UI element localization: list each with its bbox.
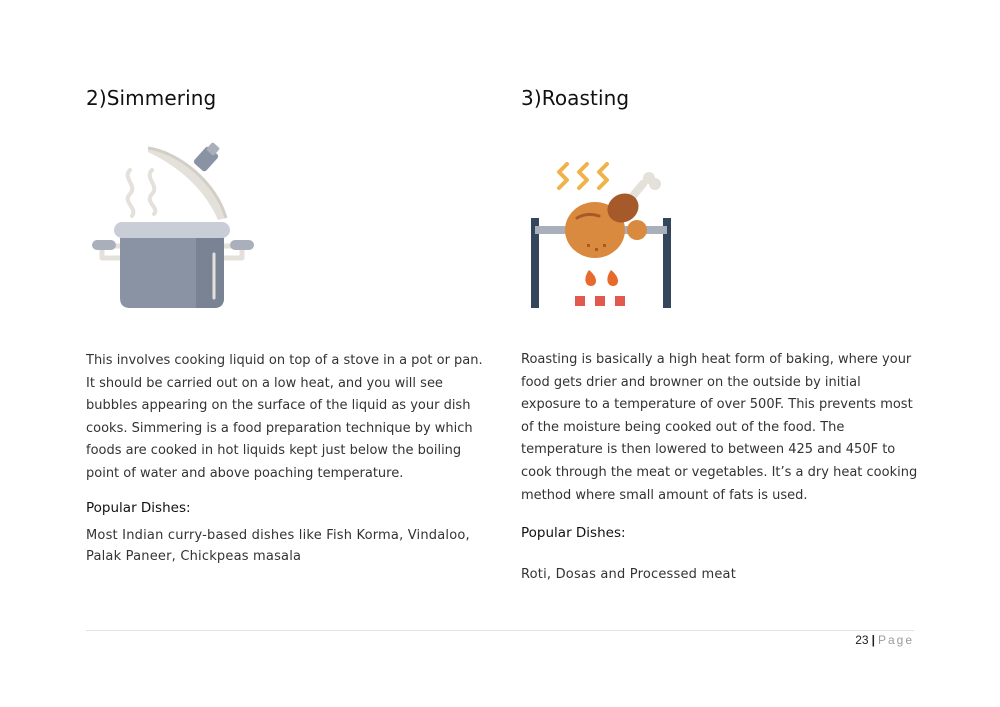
section-heading-roasting: 3)Roasting (521, 86, 630, 110)
simmering-description: This involves cooking liquid on top of a stove in a pot or pan. It should be carried out on a low heat, and you will see bubbles appearing on the surface of the liquid as your dish cooks. Simmering is a food preparation technique by which foods are cooked in hot liquids kept just below the boiling point of water and above poaching temperature. (86, 353, 483, 481)
footer-divider (86, 630, 914, 631)
popular-dishes-label-roasting: Popular Dishes: (521, 525, 626, 541)
page-footer (855, 633, 914, 647)
page-number: 23 (855, 633, 869, 647)
popular-dishes-simmering: Most Indian curry-based dishes like Fish Korma, Vindaloo, Palak Paneer, Chickpeas masala (86, 528, 470, 564)
roasting-spit-icon (525, 156, 679, 310)
section-heading-simmering: 2)Simmering (86, 86, 217, 110)
section-roasting (521, 86, 921, 110)
popular-dishes-label-simmering: Popular Dishes: (86, 500, 191, 516)
page-label: Page (877, 633, 914, 647)
footer-separator: | (871, 633, 875, 647)
popular-dishes-roasting: Roti, Dosas and Processed meat (521, 567, 736, 582)
cooking-pot-icon (86, 142, 258, 312)
roasting-description: Roasting is basically a high heat form of baking, where your food gets drier and browner on the outside by initial exposure to a temperature of over 500F. This prevents most of the moisture being cooked out of the food. The temperature is then lowered to between 425 and 450F to cook through the meat or vegetables. It’s a dry heat cooking method where small amount of fats is used. (521, 352, 918, 503)
section-simmering (86, 86, 486, 110)
